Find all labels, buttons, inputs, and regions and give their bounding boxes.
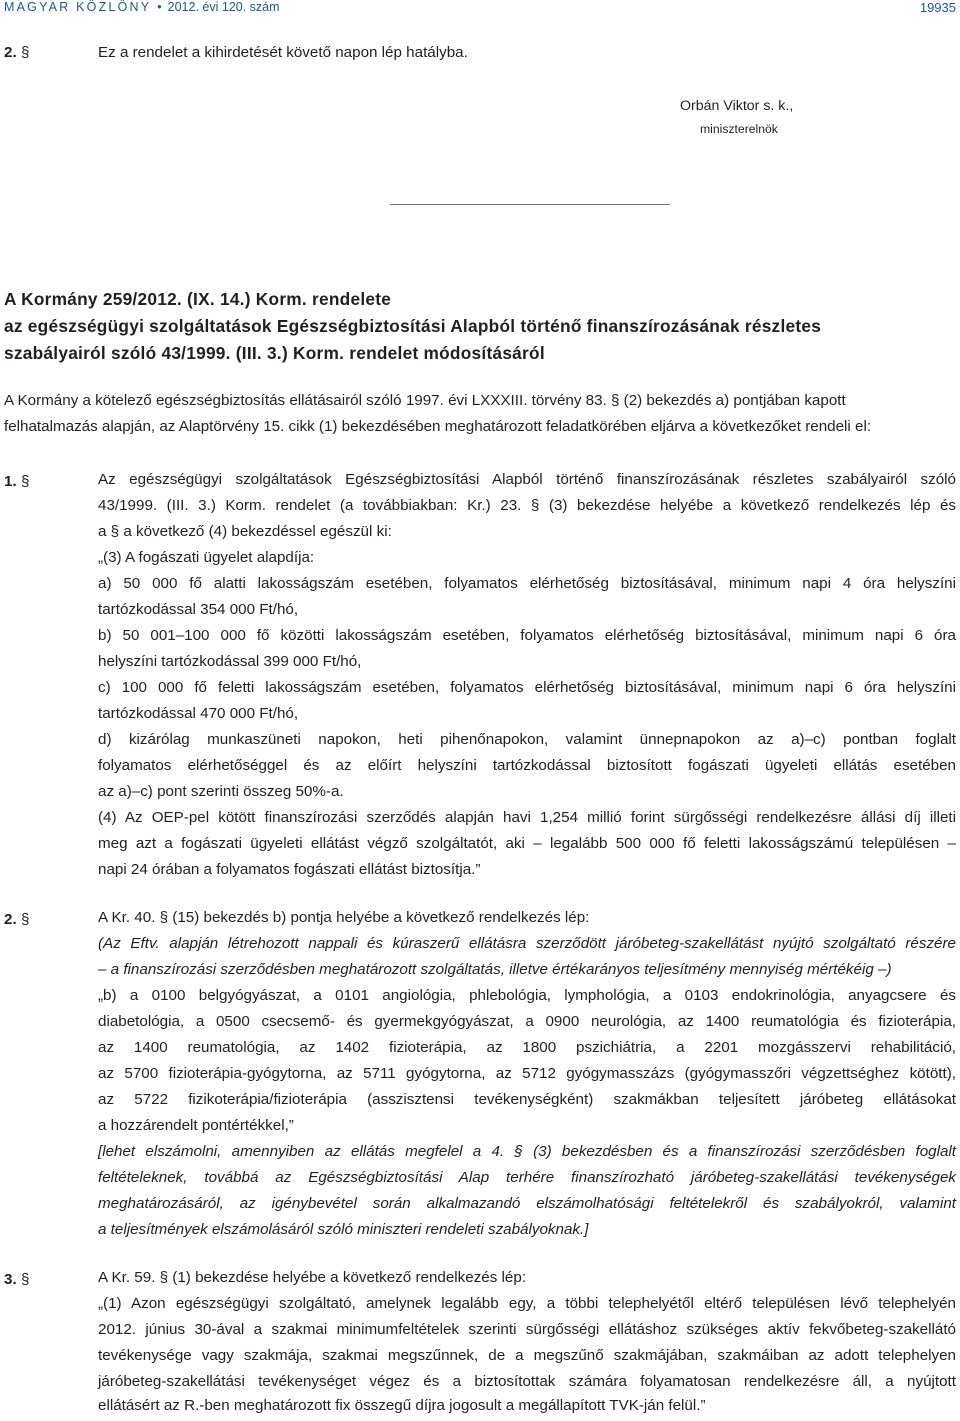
section-2-line: az 5722 fizikoterápia/fizioterápia (asszisztensi tevékenységként) szakmákban teljesített járóbeteg ellátásokat [98,1091,956,1108]
section-1-line: helyszíni tartózkodással 399 000 Ft/hó, [98,653,362,670]
prev-section-text: Ez a rendelet a kihirdetését követő napon lép hatályba. [98,44,468,61]
section-2-line: a hozzárendelt pontértékkel,” [98,1117,294,1134]
section-2-line: diabetológia, a 0500 csecsemő- és gyermekgyógyászat, a 0900 neurológia, az 1400 reumatológia és fizioterápia, [98,1013,956,1030]
section-1-line: tartózkodással 470 000 Ft/hó, [98,705,299,722]
section-1-line: napi 24 órában a folyamatos fogászati ellátást biztosítja.” [98,861,481,878]
decree-title-line-3: szabályairól szóló 43/1999. (III. 3.) Korm. rendelet módosításáról [4,343,545,363]
section-2-line: – a finanszírozási szerződésben meghatározott szolgáltatás, illetve értékarányos teljesítmény mennyiség mértékéig –) [98,961,892,978]
section-2-line: feltételeknek, továbbá az Egészségbiztosítási Alap terhére finanszírozható járóbeteg-szakellátási tevékenységek [98,1169,956,1186]
signer-name: Orbán Viktor s. k., [680,98,794,114]
section-1-line: meg azt a fogászati ügyeleti ellátást végző szolgáltatót, aki – legalább 500 000 fő feletti lakosságszámú településen – [98,835,956,852]
decree-title-line-1: A Kormány 259/2012. (IX. 14.) Korm. rendelete [4,289,392,309]
separator-rule [390,204,670,205]
section-2-line: (Az Eftv. alapján létrehozott nappali és kúraszerű ellátásra szerződött járóbeteg-szakellátást nyújtó szolgáltató részére [98,935,956,952]
section-2-line: az 1400 reumatológia, az 1402 fizioterápia, az 1800 pszichiátria, a 2201 mozgásszervi rehabilitáció, [98,1039,956,1056]
section-2-sign: § [21,911,30,928]
section-2-line: A Kr. 40. § (15) bekezdés b) pontja helyébe a következő rendelkezés lép: [98,909,590,926]
section-1-line: „(3) A fogászati ügyelet alapdíja: [98,549,315,566]
decree-title-line-2: az egészségügyi szolgáltatások Egészségbiztosítási Alapból történő finanszírozásának részletes [4,316,822,336]
section-1-line: folyamatos elérhetőséggel és az előírt helyszíni tartózkodással biztosított fogászati ügyeleti ellátás esetében [98,757,956,774]
section-2-line: „b) a 0100 belgyógyászat, a 0101 angiológia, phlebológia, lymphológia, a 0103 endokrinológia, anyagcsere és [98,987,956,1004]
section-2-line: az 5700 fizioterápia-gyógytorna, az 5711 gyógytorna, az 5712 gyógymasszázs (gyógymasszőri végzettséghez kötött), [98,1065,956,1082]
section-1-line: (4) Az OEP-pel kötött finanszírozási szerződés alapján havi 1,254 millió forint sürgősségi rendelkezésre állási díj illeti [98,809,956,826]
preamble-line-2: felhatalmazás alapján, az Alaptörvény 15. cikk (1) bekezdésében meghatározott feladatkörében eljárva a következőket rendeli el: [4,418,872,435]
running-header [4,0,956,14]
section-2-line: a teljesítmények elszámolásáról szóló miniszteri rendeleti szabályoknak.] [98,1221,589,1238]
section-3-line: ellátásért az R.-ben meghatározott fix összegű díjra jogosult a megállapított TVK-ján felül.” [98,1397,706,1414]
section-2-line: [lehet elszámolni, amennyiben az ellátás megfelel a 4. § (3) bekezdésben és a finanszírozási szerződésben foglalt [98,1143,956,1160]
section-3-line: 2012. június 30-ával a szakmai minimumfeltételek szerinti sürgősségi ellátáshoz szükséges aktív fekvőbeteg-szakellátó [98,1321,956,1338]
section-1-line: a) 50 000 fő alatti lakosságszám esetében, folyamatos elérhetőség biztosításával, minimum napi 4 óra helyszíni [98,575,956,592]
section-1-line: tartózkodással 354 000 Ft/hó, [98,601,299,618]
section-1-number: 1. [4,473,17,490]
section-2-number: 2. [4,911,17,928]
section-3-line: A Kr. 59. § (1) bekezdése helyébe a következő rendelkezés lép: [98,1269,527,1286]
section-1-line: d) kizárólag munkaszüneti napokon, heti pihenőnapokon, valamint ünnepnapokon az a)–c) pontban foglalt [98,731,956,748]
section-1-line: Az egészségügyi szolgáltatások Egészségbiztosítási Alapból történő finanszírozásának részletes szabályairól szóló [98,471,956,488]
section-3-sign: § [21,1271,30,1288]
journal-name: MAGYAR KÖZLÖNY [4,0,152,14]
section-3-line: járóbeteg-szakellátási tevékenységet végez és a biztosítottak számára folyamatosan rendelkezésre áll, a nyújtott [98,1373,956,1390]
prev-section-sign: § [21,44,30,61]
issue-label: 2012. évi 120. szám [167,0,280,14]
header-journal-info [4,0,280,14]
preamble-line-1: A Kormány a kötelező egészségbiztosítás ellátásairól szóló 1997. évi LXXXIII. törvény 83. § (2) bekezdés a) pontjában kapott [4,392,846,409]
prev-section-number: 2. [4,44,17,61]
section-1-line: az a)–c) pont szerinti összeg 50%-a. [98,783,344,800]
section-2-line: meghatározásáról, az igénybevétel során alkalmazandó elszámolhatósági feltételekről és szabályokról, valamint [98,1195,956,1212]
section-1-line: b) 50 001–100 000 fő közötti lakosságszám esetében, folyamatos elérhetőség biztosításával, minimum napi 6 óra [98,627,956,644]
section-3-line: tevékenysége vagy szakmája, szakmai megszűnnek, de a megszűnő szakmájában, szakmáiban az adott telephelyen [98,1347,956,1364]
signer-role: miniszterelnök [700,122,778,136]
page-number: 19935 [919,0,956,15]
section-1-line: a § a következő (4) bekezdéssel egészül ki: [98,523,392,540]
header-bullet: • [157,0,162,14]
section-1-line: c) 100 000 fő feletti lakosságszám esetében, folyamatos elérhetőség biztosításával, minimum napi 6 óra helyszíni [98,679,956,696]
section-3-line: „(1) Azon egészségügyi szolgáltató, amelynek legalább egy, a többi telephelyétől eltérő településen lévő telephelyén [98,1295,956,1312]
section-1-line: 43/1999. (III. 3.) Korm. rendelet (a továbbiakban: Kr.) 23. § (3) bekezdése helyébe a következő rendelkezés lép és [98,497,956,514]
section-3-number: 3. [4,1271,17,1288]
section-1-sign: § [21,473,30,490]
